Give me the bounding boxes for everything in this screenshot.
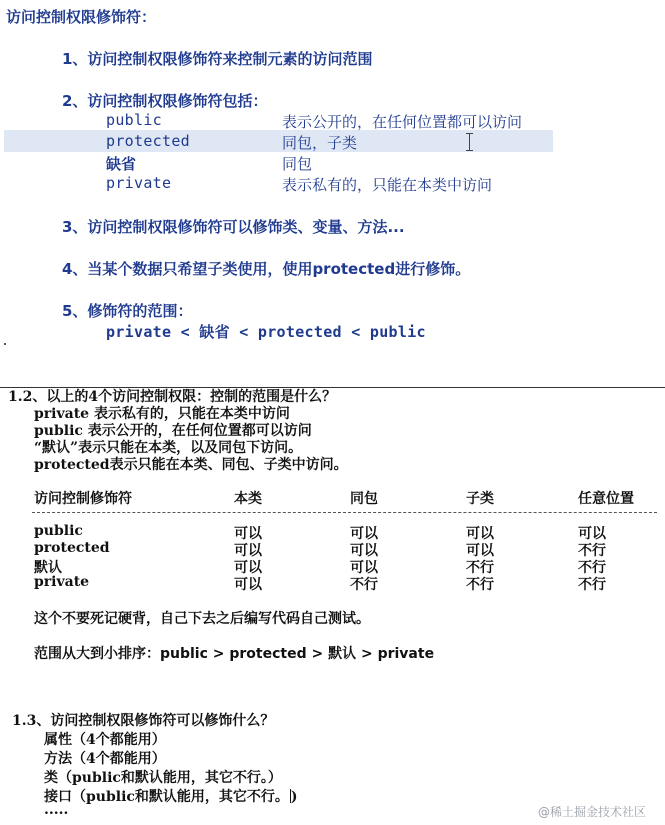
modifier-desc: 表示公开的，在任何位置都可以访问 <box>282 113 523 131</box>
point-2: 2、访问控制权限修饰符包括： <box>62 92 268 110</box>
table-cell: public <box>34 523 83 539</box>
modifier-name: public <box>106 111 162 129</box>
table-cell: 不行 <box>578 560 606 576</box>
list-item-text: 接口（public和默认能用，其它不行。 <box>44 789 289 805</box>
list-item: 方法（4个都能用） <box>44 751 166 767</box>
notes-line: private 表示私有的，只能在本类中访问 <box>34 406 290 422</box>
table-cell: 可以 <box>466 543 494 559</box>
table-cell: 可以 <box>578 526 606 542</box>
table-cell: 可以 <box>350 560 378 576</box>
table-header: 访问控制修饰符 <box>34 491 132 507</box>
table-cell: private <box>34 574 90 590</box>
table-cell: 可以 <box>234 577 262 593</box>
table-cell: 默认 <box>34 560 62 576</box>
list-item-close: ) <box>290 789 298 805</box>
table-cell: 可以 <box>234 543 262 559</box>
modifier-desc: 同包，子类 <box>282 134 358 152</box>
table-cell: 不行 <box>578 543 606 559</box>
notes-line: “默认”表示只能在本类，以及同包下访问。 <box>34 440 303 456</box>
table-cell: 可以 <box>350 526 378 542</box>
modifier-name: private <box>106 174 172 192</box>
table-separator <box>32 512 657 513</box>
stray-dot <box>4 343 6 345</box>
table-cell: 不行 <box>350 577 378 593</box>
table-header: 同包 <box>350 491 378 507</box>
text-cursor-icon <box>465 133 475 151</box>
table-header: 任意位置 <box>578 491 634 507</box>
notes-line: public 表示公开的，在任何位置都可以访问 <box>34 423 312 439</box>
modifier-desc: 同包 <box>282 155 313 173</box>
watermark: @稀土掘金技术社区 <box>538 805 647 819</box>
table-cell: 可以 <box>234 560 262 576</box>
point-4: 4、当某个数据只希望子类使用，使用protected进行修饰。 <box>62 260 471 278</box>
list-item: 属性（4个都能用） <box>44 732 166 748</box>
ellipsis-text: ..... <box>44 802 69 818</box>
list-item: 类（public和默认能用，其它不行。） <box>44 770 282 786</box>
slide-panel <box>0 0 665 388</box>
list-item <box>44 786 298 806</box>
point-1: 1、访问控制权限修饰符来控制元素的访问范围 <box>62 50 373 68</box>
table-cell: 不行 <box>466 560 494 576</box>
point-3: 3、访问控制权限修饰符可以修饰类、变量、方法... <box>62 218 405 236</box>
notes-1-2-heading: 1.2、以上的4个访问控制权限：控制的范围是什么？ <box>8 389 337 405</box>
range-order: private < 缺省 < protected < public <box>106 323 426 341</box>
point-5: 5、修饰符的范围： <box>62 302 193 320</box>
table-cell: 可以 <box>350 543 378 559</box>
modifier-name: 缺省 <box>106 155 137 173</box>
table-cell: 可以 <box>234 526 262 542</box>
modifier-desc: 表示私有的，只能在本类中访问 <box>282 176 493 194</box>
table-cell: protected <box>34 540 110 556</box>
table-cell: 不行 <box>466 577 494 593</box>
slide-title: 访问控制权限修饰符： <box>6 8 157 26</box>
modifier-name: protected <box>106 132 190 150</box>
table-header: 本类 <box>234 491 262 507</box>
range-order-text: 范围从大到小排序：public > protected > 默认 > private <box>34 646 435 662</box>
notes-1-3-heading: 1.3、访问控制权限修饰符可以修饰什么？ <box>12 713 275 729</box>
tip-text: 这个不要死记硬背，自己下去之后编写代码自己测试。 <box>34 611 370 627</box>
table-cell: 可以 <box>466 526 494 542</box>
table-header: 子类 <box>466 491 494 507</box>
table-cell: 不行 <box>578 577 606 593</box>
notes-line: protected表示只能在本类、同包、子类中访问。 <box>34 457 348 473</box>
